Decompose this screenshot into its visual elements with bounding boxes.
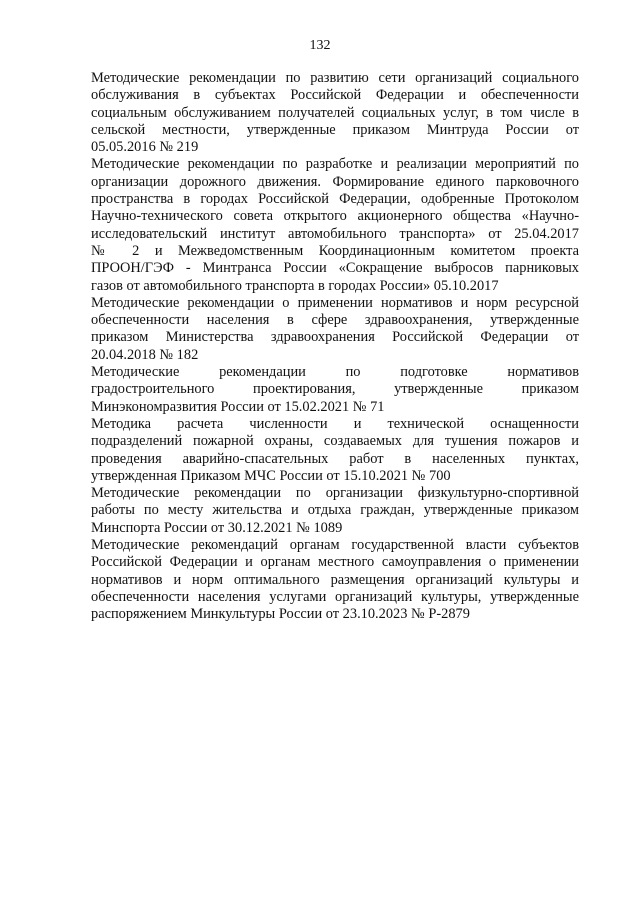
entry-line: обеспеченности населения услугами организаций культуры, утвержденные	[91, 588, 579, 605]
entry-line: Методические рекомендации по разработке и реализации мероприятий по	[91, 156, 579, 173]
entry-line: 05.05.2016 № 219	[91, 139, 199, 156]
entry-line: градостроительного проектирования, утвержденные приказом	[91, 381, 579, 398]
entry-line: Минспорта России от 30.12.2021 № 1089	[91, 519, 343, 536]
entry-line: исследовательский институт автомобильного транспорта» от 25.04.2017	[91, 225, 579, 242]
entry-line: Минэкономразвития России от 15.02.2021 № 71	[91, 398, 385, 415]
entry-line: пространства в городах Российской Федерации, одобренные Протоколом	[91, 191, 579, 208]
entry-line: проведения аварийно-спасательных работ в населенных пунктах,	[91, 450, 579, 467]
entry-line: подразделений пожарной охраны, создаваемых для тушения пожаров и	[91, 433, 579, 450]
document-entry-list	[91, 70, 579, 624]
entry-line: Методические рекомендации по подготовке нормативов	[91, 364, 579, 381]
entry-line: приказом Министерства здравоохранения Российской Федерации от	[91, 329, 579, 346]
entry-line: № 2 и Межведомственным Координационным комитетом проекта	[91, 242, 579, 259]
entry-line: Методика расчета численности и технической оснащенности	[91, 415, 579, 432]
entry-line: ПРООН/ГЭФ - Минтранса России «Сокращение выбросов парниковых	[91, 260, 579, 277]
document-entry	[91, 295, 579, 364]
entry-line: 20.04.2018 № 182	[91, 346, 199, 363]
entry-line: распоряжением Минкультуры России от 23.10.2023 № Р-2879	[91, 606, 470, 623]
document-entry	[91, 537, 579, 623]
document-entry	[91, 364, 579, 416]
entry-line: Научно-технического совета открытого акционерного общества «Научно-	[91, 208, 579, 225]
entry-line: социальным обслуживанием получателей социальных услуг, в том числе в	[91, 104, 579, 121]
entry-line: Методические рекомендации о применении нормативов и норм ресурсной	[91, 294, 579, 311]
document-entry	[91, 485, 579, 537]
entry-line: Методические рекомендаций органам государственной власти субъектов	[91, 537, 579, 554]
document-entry	[91, 416, 579, 485]
entry-line: нормативов и норм оптимального размещения организаций культуры и	[91, 571, 579, 588]
entry-line: утвержденная Приказом МЧС России от 15.10.2021 № 700	[91, 467, 451, 484]
entry-line: обслуживания в субъектах Российской Федерации и обеспеченности	[91, 87, 579, 104]
entry-line: газов от автомобильного транспорта в городах России» 05.10.2017	[91, 277, 499, 294]
entry-line: организации дорожного движения. Формирование единого парковочного	[91, 173, 579, 190]
entry-line: Методические рекомендации по организации физкультурно-спортивной	[91, 485, 579, 502]
entry-line: сельской местности, утвержденные приказом Минтруда России от	[91, 121, 579, 138]
entry-line: Методические рекомендации по развитию сети организаций социального	[91, 70, 579, 86]
document-entry	[91, 156, 579, 294]
entry-line: работы по месту жительства и отдыха граждан, утвержденные приказом	[91, 502, 579, 519]
entry-line: обеспеченности населения в сфере здравоохранения, утвержденные	[91, 312, 579, 329]
entry-line: Российской Федерации и органам местного самоуправления о применении	[91, 554, 579, 571]
document-entry	[91, 70, 579, 156]
page-number: 132	[309, 38, 331, 53]
